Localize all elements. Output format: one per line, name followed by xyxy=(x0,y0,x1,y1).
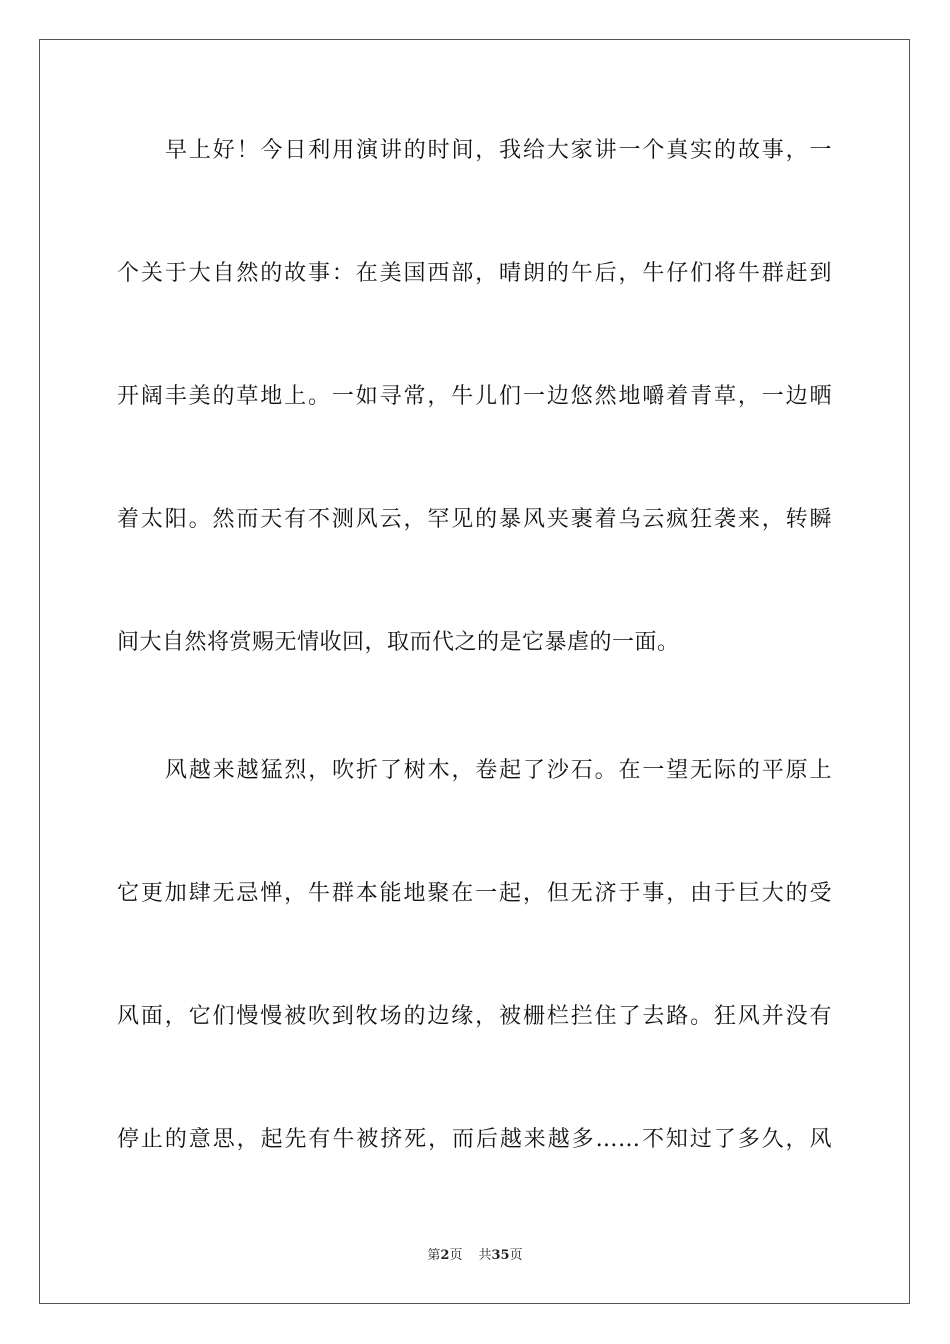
paragraph-1-line-3: 开阔丰美的草地上。一如寻常，牛儿们一边悠然地嚼着青草，一边晒 xyxy=(117,384,832,409)
footer-total-pages: 35 xyxy=(491,1248,510,1263)
footer-total-prefix: 共 xyxy=(478,1248,492,1263)
footer-page-suffix: 页 xyxy=(449,1248,463,1263)
paragraph-1-line-4: 着太阳。然而天有不测风云，罕见的暴风夹裹着乌云疯狂袭来，转瞬 xyxy=(117,507,832,532)
paragraph-1-line-2: 个关于大自然的故事：在美国西部，晴朗的午后，牛仔们将牛群赶到 xyxy=(117,261,832,286)
paragraph-2-line-1: 风越来越猛烈，吹折了树木，卷起了沙石。在一望无际的平原上 xyxy=(165,758,832,783)
page-footer xyxy=(0,1247,950,1265)
paragraph-2-line-2: 它更加肆无忌惮，牛群本能地聚在一起，但无济于事，由于巨大的受 xyxy=(117,881,832,906)
paragraph-2-line-3: 风面，它们慢慢被吹到牧场的边缘，被栅栏拦住了去路。狂风并没有 xyxy=(117,1004,832,1029)
footer-page-number: 2 xyxy=(440,1248,450,1263)
paragraph-2-line-4: 停止的意思，起先有牛被挤死，而后越来越多……不知过了多久，风 xyxy=(117,1127,832,1152)
footer-total-suffix: 页 xyxy=(509,1248,523,1263)
paragraph-1-line-5: 间大自然将赏赐无情收回，取而代之的是它暴虐的一面。 xyxy=(117,630,680,655)
paragraph-1-line-1: 早上好！今日利用演讲的时间，我给大家讲一个真实的故事，一 xyxy=(165,138,832,163)
page-border xyxy=(39,39,910,1304)
footer-page-prefix: 第 xyxy=(427,1248,441,1263)
